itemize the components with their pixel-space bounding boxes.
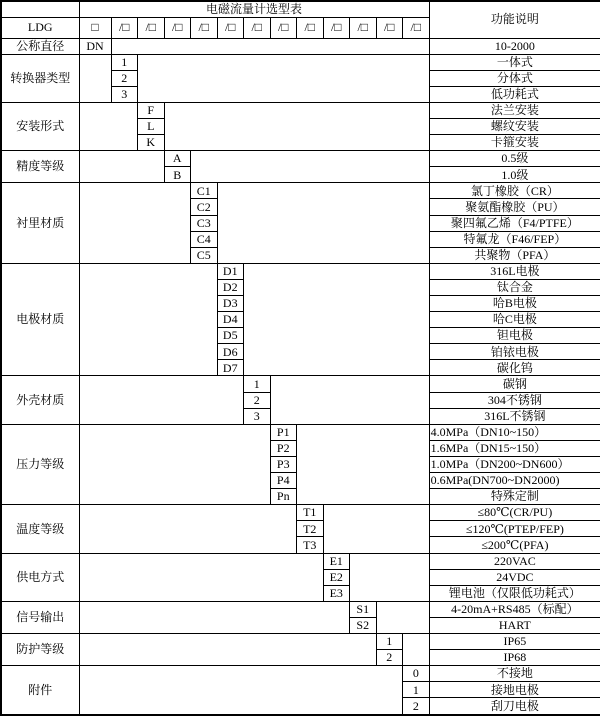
value-cell: ≤200℃(PFA) (429, 537, 600, 553)
value-cell: 氯丁橡胶（CR） (429, 183, 600, 199)
value-cell: 低功耗式 (429, 86, 600, 102)
value-cell: 接地电极 (429, 682, 600, 698)
model-code-box: □ (79, 17, 111, 38)
value-cell: 钽电极 (429, 328, 600, 344)
category-accuracy-class: 精度等级 (1, 151, 79, 183)
value-cell: IP68 (429, 650, 600, 666)
value-cell: 法兰安装 (429, 102, 600, 118)
value-cell: 铂铱电极 (429, 344, 600, 360)
code-cell: P3 (270, 456, 297, 472)
model-code-slot: /□ (297, 17, 324, 38)
code-cell: 2 (403, 698, 430, 715)
code-cell: P4 (270, 473, 297, 489)
spacer-cell (111, 38, 429, 54)
value-cell: 碳化钨 (429, 360, 600, 376)
value-cell: 聚四氟乙烯（F4/PTFE） (429, 215, 600, 231)
code-cell: L (138, 118, 165, 134)
spacer-cell (164, 102, 429, 150)
code-cell: 0 (403, 666, 430, 682)
model-code-slot: /□ (403, 17, 430, 38)
category-lining-material: 衬里材质 (1, 183, 79, 263)
value-cell: 聚氨酯橡胶（PU） (429, 199, 600, 215)
category-installation-type: 安装形式 (1, 102, 79, 150)
category-housing-material: 外壳材质 (1, 376, 79, 424)
value-cell: 316L电极 (429, 263, 600, 279)
category-converter-type: 转换器类型 (1, 54, 79, 102)
spacer-cell (350, 553, 430, 601)
code-cell: 1 (376, 633, 403, 649)
value-cell: IP65 (429, 633, 600, 649)
spacer-cell (138, 54, 430, 102)
corner-cell (1, 1, 79, 17)
code-cell: T3 (297, 537, 324, 553)
code-cell: Pn (270, 489, 297, 505)
value-cell: 316L不锈钢 (429, 408, 600, 424)
value-cell: 0.6MPa(DN700~DN2000) (429, 473, 600, 489)
code-cell: 1 (403, 682, 430, 698)
model-code-slot: /□ (191, 17, 218, 38)
code-cell: P1 (270, 424, 297, 440)
code-cell: E3 (323, 585, 350, 601)
value-cell: 共聚物（PFA） (429, 247, 600, 263)
model-prefix: LDG (1, 17, 79, 38)
spacer-cell (79, 183, 191, 263)
code-cell: C4 (191, 231, 218, 247)
value-cell: ≤120℃(PTEP/FEP) (429, 521, 600, 537)
code-cell: E1 (323, 553, 350, 569)
value-cell: 1.0级 (429, 167, 600, 183)
code-cell: B (164, 167, 191, 183)
value-cell: 分体式 (429, 70, 600, 86)
value-cell: 哈C电极 (429, 312, 600, 328)
code-cell: 1 (111, 54, 138, 70)
value-cell: 哈B电极 (429, 296, 600, 312)
code-cell: D5 (217, 328, 244, 344)
spacer-cell (79, 633, 376, 665)
code-cell: T2 (297, 521, 324, 537)
code-cell: F (138, 102, 165, 118)
model-code-slot: /□ (376, 17, 403, 38)
model-code-slot: /□ (111, 17, 138, 38)
spacer-cell (403, 633, 430, 665)
code-cell: C3 (191, 215, 218, 231)
spacer-cell (217, 183, 429, 263)
category-electrode-material: 电极材质 (1, 263, 79, 376)
code-cell: S1 (350, 601, 377, 617)
value-cell: 特氟龙（F46/FEP） (429, 231, 600, 247)
model-code-slot: /□ (323, 17, 350, 38)
spacer-cell (79, 151, 164, 183)
category-accessories: 附件 (1, 666, 79, 715)
value-cell: 螺纹安装 (429, 118, 600, 134)
spacer-cell (270, 376, 429, 424)
category-pressure-rating: 压力等级 (1, 424, 79, 504)
code-cell: D7 (217, 360, 244, 376)
spacer-cell (79, 601, 350, 633)
value-cell: 碳钢 (429, 376, 600, 392)
function-description-header: 功能说明 (429, 1, 600, 38)
code-cell: S2 (350, 617, 377, 633)
value-cell: 10-2000 (429, 38, 600, 54)
value-cell: 不接地 (429, 666, 600, 682)
code-cell: 3 (111, 86, 138, 102)
code-cell: 3 (244, 408, 271, 424)
value-cell: 钛合金 (429, 279, 600, 295)
code-cell: D1 (217, 263, 244, 279)
spacer-cell (79, 666, 403, 715)
category-protection-rating: 防护等级 (1, 633, 79, 665)
value-cell: 4.0MPa（DN10~150） (429, 424, 600, 440)
spacer-cell (376, 601, 429, 633)
value-cell: 特殊定制 (429, 489, 600, 505)
code-cell: C1 (191, 183, 218, 199)
value-cell: 220VAC (429, 553, 600, 569)
table-title: 电磁流量计选型表 (79, 1, 429, 17)
code-cell: D4 (217, 312, 244, 328)
spacer-cell (191, 151, 430, 183)
code-cell: T1 (297, 505, 324, 521)
code-cell: E2 (323, 569, 350, 585)
code-cell: C2 (191, 199, 218, 215)
spacer-cell (79, 553, 323, 601)
spacer-cell (79, 263, 217, 376)
value-cell: 1.6MPa（DN15~150） (429, 440, 600, 456)
value-cell: 锂电池（仅限低功耗式） (429, 585, 600, 601)
category-temperature-rating: 温度等级 (1, 505, 79, 553)
model-code-slot: /□ (217, 17, 244, 38)
code-cell: 2 (111, 70, 138, 86)
code-cell: 1 (244, 376, 271, 392)
code-cell: D3 (217, 296, 244, 312)
value-cell: 24VDC (429, 569, 600, 585)
spacer-cell (79, 505, 297, 553)
value-cell: 卡箍安装 (429, 135, 600, 151)
spacer-cell (79, 376, 244, 424)
code-cell: D2 (217, 279, 244, 295)
value-cell: 0.5级 (429, 151, 600, 167)
spacer-cell (79, 102, 138, 150)
spacer-cell (79, 424, 270, 504)
code-cell: A (164, 151, 191, 167)
code-cell: D6 (217, 344, 244, 360)
code-cell: P2 (270, 440, 297, 456)
category-nominal-diameter: 公称直径 (1, 38, 79, 54)
value-cell: 刮刀电极 (429, 698, 600, 715)
code-cell: C5 (191, 247, 218, 263)
model-code-slot: /□ (270, 17, 297, 38)
spacer-cell (297, 424, 430, 504)
code-cell: K (138, 135, 165, 151)
code-cell: DN (79, 38, 111, 54)
model-code-slot: /□ (244, 17, 271, 38)
spacer-cell (323, 505, 429, 553)
value-cell: 1.0MPa（DN200~DN600） (429, 456, 600, 472)
value-cell: ≤80℃(CR/PU) (429, 505, 600, 521)
spacer-cell (79, 54, 111, 102)
code-cell: 2 (376, 650, 403, 666)
model-code-slot: /□ (164, 17, 191, 38)
value-cell: 一体式 (429, 54, 600, 70)
category-power-supply: 供电方式 (1, 553, 79, 601)
value-cell: 304不锈钢 (429, 392, 600, 408)
category-signal-output: 信号输出 (1, 601, 79, 633)
value-cell: HART (429, 617, 600, 633)
model-code-slot: /□ (138, 17, 165, 38)
model-code-slot: /□ (350, 17, 377, 38)
code-cell: 2 (244, 392, 271, 408)
value-cell: 4-20mA+RS485（标配） (429, 601, 600, 617)
spacer-cell (244, 263, 430, 376)
